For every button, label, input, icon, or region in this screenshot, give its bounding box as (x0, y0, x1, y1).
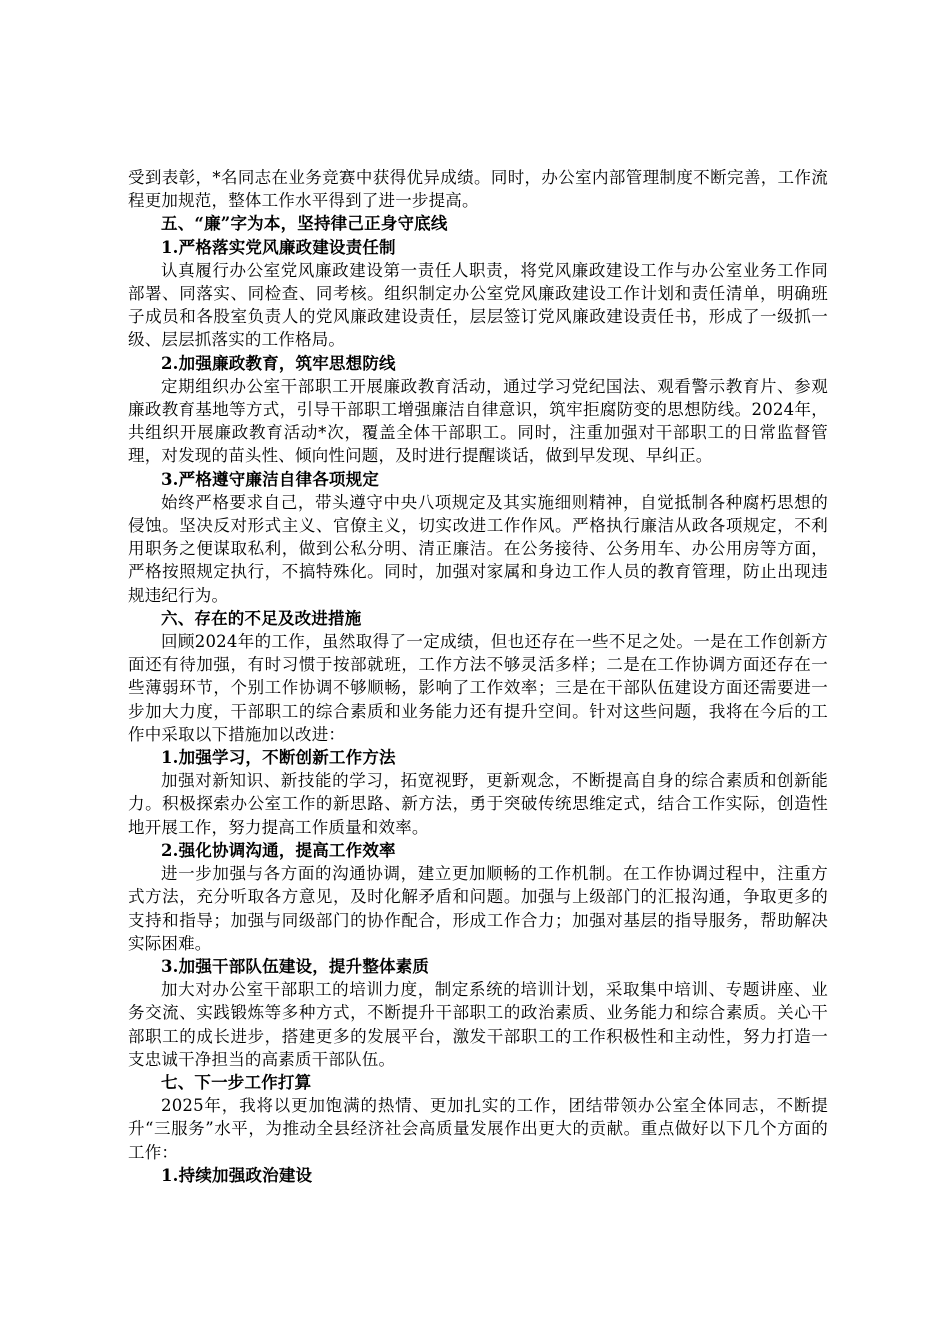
paragraph: 加大对办公室干部职工的培训力度，制定系统的培训计划，采取集中培训、专题讲座、业务交流、实践锻炼等多种方式，不断提升干部职工的政治素质、业务能力和综合素质。关心干部职工的成长进步，搭建更多的发展平台，激发干部职工的工作积极性和主动性，努力打造一支忠诚干净担当的高素质干部队伍。 (128, 980, 828, 1069)
section-heading: 六、存在的不足及改进措施 (161, 608, 362, 628)
subsection-heading: 1.严格落实党风廉政建设责任制 (161, 237, 396, 257)
subsection-heading: 2.强化协调沟通，提高工作效率 (161, 840, 396, 860)
subsection-heading: 3.严格遵守廉洁自律各项规定 (161, 469, 380, 489)
paragraph: 进一步加强与各方面的沟通协调，建立更加顺畅的工作机制。在工作协调过程中，注重方式方法，充分听取各方意见，及时化解矛盾和问题。加强与上级部门的汇报沟通，争取更多的支持和指导；加强与同级部门的协作配合，形成工作合力；加强对基层的指导服务，帮助解决实际困难。 (128, 864, 828, 953)
paragraph: 始终严格要求自己，带头遵守中央八项规定及其实施细则精神，自觉抵制各种腐朽思想的侵蚀。坚决反对形式主义、官僚主义，切实改进工作作风。严格执行廉洁从政各项规定，不利用职务之便谋取私利，做到公私分明、清正廉洁。在公务接待、公务用车、办公用房等方面，严格按照规定执行，不搞特殊化。同时，加强对家属和身边工作人员的教育管理，防止出现违规违纪行为。 (128, 492, 828, 605)
section-heading: 七、下一步工作打算 (161, 1072, 312, 1092)
section-heading: 五、“廉”字为本，坚持律己正身守底线 (161, 214, 448, 234)
paragraph: 受到表彰，*名同志在业务竞赛中获得优异成绩。同时，办公室内部管理制度不断完善，工作流程更加规范，整体工作水平得到了进一步提高。 (128, 168, 828, 211)
subsection-heading: 3.加强干部队伍建设，提升整体素质 (161, 956, 430, 976)
paragraph: 加强对新知识、新技能的学习，拓宽视野，更新观念，不断提高自身的综合素质和创新能力。积极探索办公室工作的新思路、新方法，勇于突破传统思维定式，结合工作实际，创造性地开展工作，努力提高工作质量和效率。 (128, 771, 828, 837)
paragraph: 2025年，我将以更加饱满的热情、更加扎实的工作，团结带领办公室全体同志，不断提升“三服务”水平，为推动全县经济社会高质量发展作出更大的贡献。重点做好以下几个方面的工作： (128, 1096, 828, 1162)
document-page (128, 166, 828, 1187)
subsection-heading: 1.加强学习，不断创新工作方法 (161, 748, 396, 768)
subsection-heading: 1.持续加强政治建设 (161, 1165, 313, 1185)
subsection-heading: 2.加强廉政教育，筑牢思想防线 (161, 353, 396, 373)
paragraph: 回顾2024年的工作，虽然取得了一定成绩，但也还存在一些不足之处。一是在工作创新方面还有待加强，有时习惯于按部就班，工作方法不够灵活多样；二是在工作协调方面还存在一些薄弱环节，个别工作协调不够顺畅，影响了工作效率；三是在干部队伍建设方面还需要进一步加大力度，干部职工的综合素质和业务能力还有提升空间。针对这些问题，我将在今后的工作中采取以下措施加以改进： (128, 632, 828, 744)
paragraph: 认真履行办公室党风廉政建设第一责任人职责，将党风廉政建设工作与办公室业务工作同部署、同落实、同检查、同考核。组织制定办公室党风廉政建设工作计划和责任清单，明确班子成员和各股室负责人的党风廉政建设责任，层层签订党风廉政建设责任书，形成了一级抓一级、层层抓落实的工作格局。 (128, 260, 828, 350)
paragraph: 定期组织办公室干部职工开展廉政教育活动，通过学习党纪国法、观看警示教育片、参观廉政教育基地等方式，引导干部职工增强廉洁自律意识，筑牢拒腐防变的思想防线。2024年，共组织开展廉政教育活动*次，覆盖全体干部职工。同时，注重加强对干部职工的日常监督管理，对发现的苗头性、倾向性问题，及时进行提醒谈话，做到早发现、早纠正。 (128, 376, 828, 466)
